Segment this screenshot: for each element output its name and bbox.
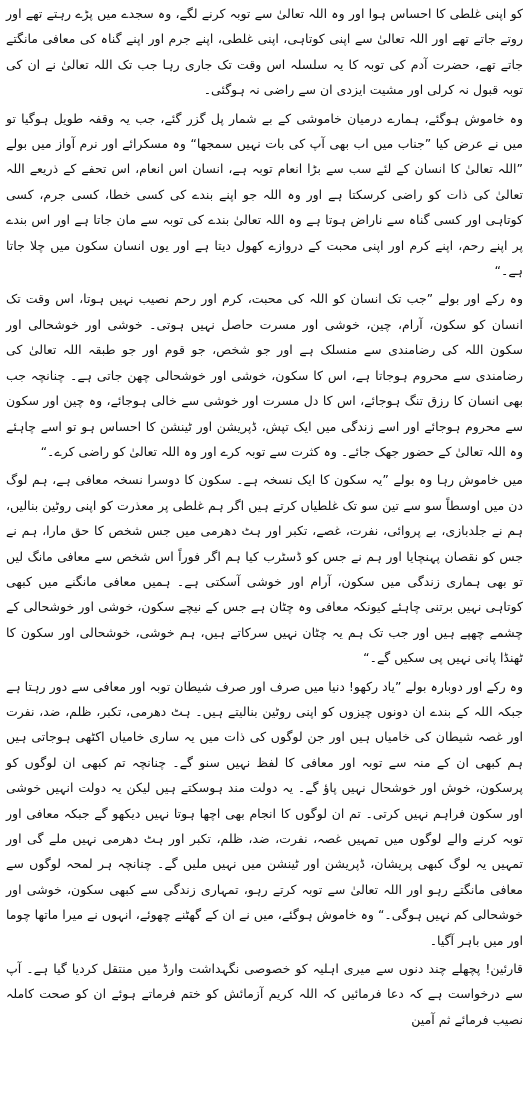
- paragraph-forgiveness: میں خاموش رہا وہ بولے ”یہ سکون کا ایک نسخہ ہے۔ سکون کا دوسرا نسخہ معافی ہے، ہم لوگ دن میں اوسطاً سو سے تین سو تک غلطیاں کرتے ہیں اگر ہم غلطی پر معذرت کو اپنی روٹین بنالیں، ہم نے جلدبازی، بے پروائی، نفرت، غصے، تکبر اور ہٹ دھرمی میں جس شخص کا حق مارا، ہم نے جس کو نقصان پہنچایا اور ہم نے جس کو ڈسٹرب کیا ہم اگر فوراً اس شخص سے معافی مانگ لیں تو بھی ہماری زندگی میں سکون، آرام اور خوشی آسکتی ہے۔ ہمیں معافی مانگنے میں کبھی کوتاہی نہیں برتنی چاہئے کیونکہ معافی وہ چٹان ہے جس کے نیچے سکون، خوشی اور خوشحالی کے چشمے چھپے ہیں اور جب تک ہم یہ چٹان نہیں سرکاتے ہیں، ہم خوشی، خوشحالی اور سکون کا ٹھنڈا پانی نہیں پی سکیں گے۔“: [6, 472, 523, 666]
- paragraph-tauba-reward: وہ خاموش ہوگئے، ہمارے درمیان خاموشی کے بے شمار پل گزر گئے، جب یہ وقفہ طویل ہوگیا تو میں نے عرض کیا ”جناب میں اب بھی آپ کی بات نہیں سمجھا“ وہ مسکرائے اور نرم آواز میں بولے ”اللہ تعالیٰ کا انسان کے لئے سب سے بڑا انعام توبہ ہے، انسان اس انعام، اس تحفے کے ذریعے اللہ تعالیٰ کی ذات کو راضی کرسکتا ہے اور وہ اللہ جو اپنے بندے کی کسی خطا، کسی جرم، کسی کوتاہی اور کسی گناہ سے ناراض ہوتا ہے وہ اللہ تعالیٰ بندے کی توبہ سے مان جاتا ہے اور اس بندے پر اپنے رحم، اپنے کرم اور اپنی محبت کے دروازے کھول دیتا ہے اور یوں انسان سکون میں چلا جاتا ہے۔“: [6, 110, 523, 279]
- paragraph-adam-repentance: کو اپنی غلطی کا احساس ہوا اور وہ اللہ تعالیٰ سے توبہ کرنے لگے، وہ سجدے میں پڑے رہتے تھے اور روتے جاتے تھے اور اللہ تعالیٰ سے اپنی کوتاہی، اپنی غلطی، اپنے جرم اور اپنے گناہ کی معافی مانگتے جاتے تھے، حضرت آدم کی توبہ کا یہ سلسلہ اس وقت تک جاری رہا جب تک اللہ تعالیٰ نے ان کی توبہ قبول نہ کرلی اور مشیت ایزدی ان سے راضی نہ ہوگئی۔: [6, 6, 523, 98]
- paragraph-readers-request: قارئین! پچھلے چند دنوں سے میری اہلیہ کو خصوصی نگہداشت وارڈ میں منتقل کردیا گیا ہے۔ آپ سے درخواست ہے کہ دعا فرمائیں کہ اللہ کریم آزمائش کو ختم فرماتے ہوئے ان کو صحت کاملہ نصیب فرمائے ثم آمین: [6, 961, 523, 1027]
- paragraph-peace-and-mercy: وہ رکے اور بولے ”جب تک انسان کو اللہ کی محبت، کرم اور رحم نصیب نہیں ہوتا، اس وقت تک انسان کو سکون، آرام، چین، خوشی اور مسرت حاصل نہیں ہوتی۔ خوشی اور خوشحالی اور سکون اللہ کی رضامندی سے منسلک ہے اور جو شخص، جو قوم اور جو طبقہ اللہ تعالیٰ کی رضامندی سے محروم ہوجاتا ہے، اس کا سکون، خوشی اور خوشحالی چھن جاتی ہے۔ چنانچہ جب بھی انسان کا رزق تنگ ہوجائے، اس کا دل مسرت اور خوشی سے خالی ہوجائے، وہ چین اور سکون سے محروم ہوجائے اور اسے زندگی میں ایک تپش، ڈپریشن اور ٹینشن کا احساس ہو تو اسے چاہئے وہ اللہ تعالیٰ کے حضور جھک جائے۔ وہ کثرت سے توبہ کرے اور وہ اللہ تعالیٰ کو راضی کرے۔“: [6, 291, 523, 459]
- paragraph-shaitan-traits: وہ رکے اور دوبارہ بولے ”یاد رکھو! دنیا میں صرف اور صرف شیطان توبہ اور معافی سے دور رہتا ہے جبکہ اللہ کے بندے ان دونوں چیزوں کو اپنی روٹین بنالیتے ہیں۔ ہٹ دھرمی، تکبر، ظلم، ضد، نفرت اور غصہ شیطان کی خامیاں ہیں اور جن لوگوں کی ذات میں یہ ساری خامیاں اکٹھی ہوجاتی ہیں ہم کبھی ان کے منہ سے توبہ اور معافی کا لفظ نہیں سنو گے۔ چنانچہ تم کبھی ان لوگوں کو پرسکون، خوش اور خوشحال نہیں پاؤ گے۔ یہ دولت مند ہوسکتے ہیں لیکن یہ دولت انہیں خوشی اور سکون فراہم نہیں کرتی۔ تم ان لوگوں کا انجام بھی اچھا ہوتا نہیں دیکھو گے جبکہ معافی اور توبہ کرنے والے لوگوں میں تمہیں غصہ، نفرت، ضد، ظلم، تکبر اور ہٹ دھرمی نہیں ملے گی اور تمہیں یہ لوگ کبھی پریشان، ڈپریشن اور ٹینشن میں نہیں ملیں گے۔ چنانچہ ہر لمحہ لوگوں سے معافی مانگتے رہو اور اللہ تعالیٰ سے توبہ کرتے رہو، تمہاری زندگی سے کبھی سکون، خوشی اور خوشحالی کم نہیں ہوگی۔“ وہ خاموش ہوگئے، میں نے ان کے گھٹنے چھوئے، انہوں نے میرا ماتھا چوما اور میں باہر آگیا۔: [6, 678, 523, 948]
